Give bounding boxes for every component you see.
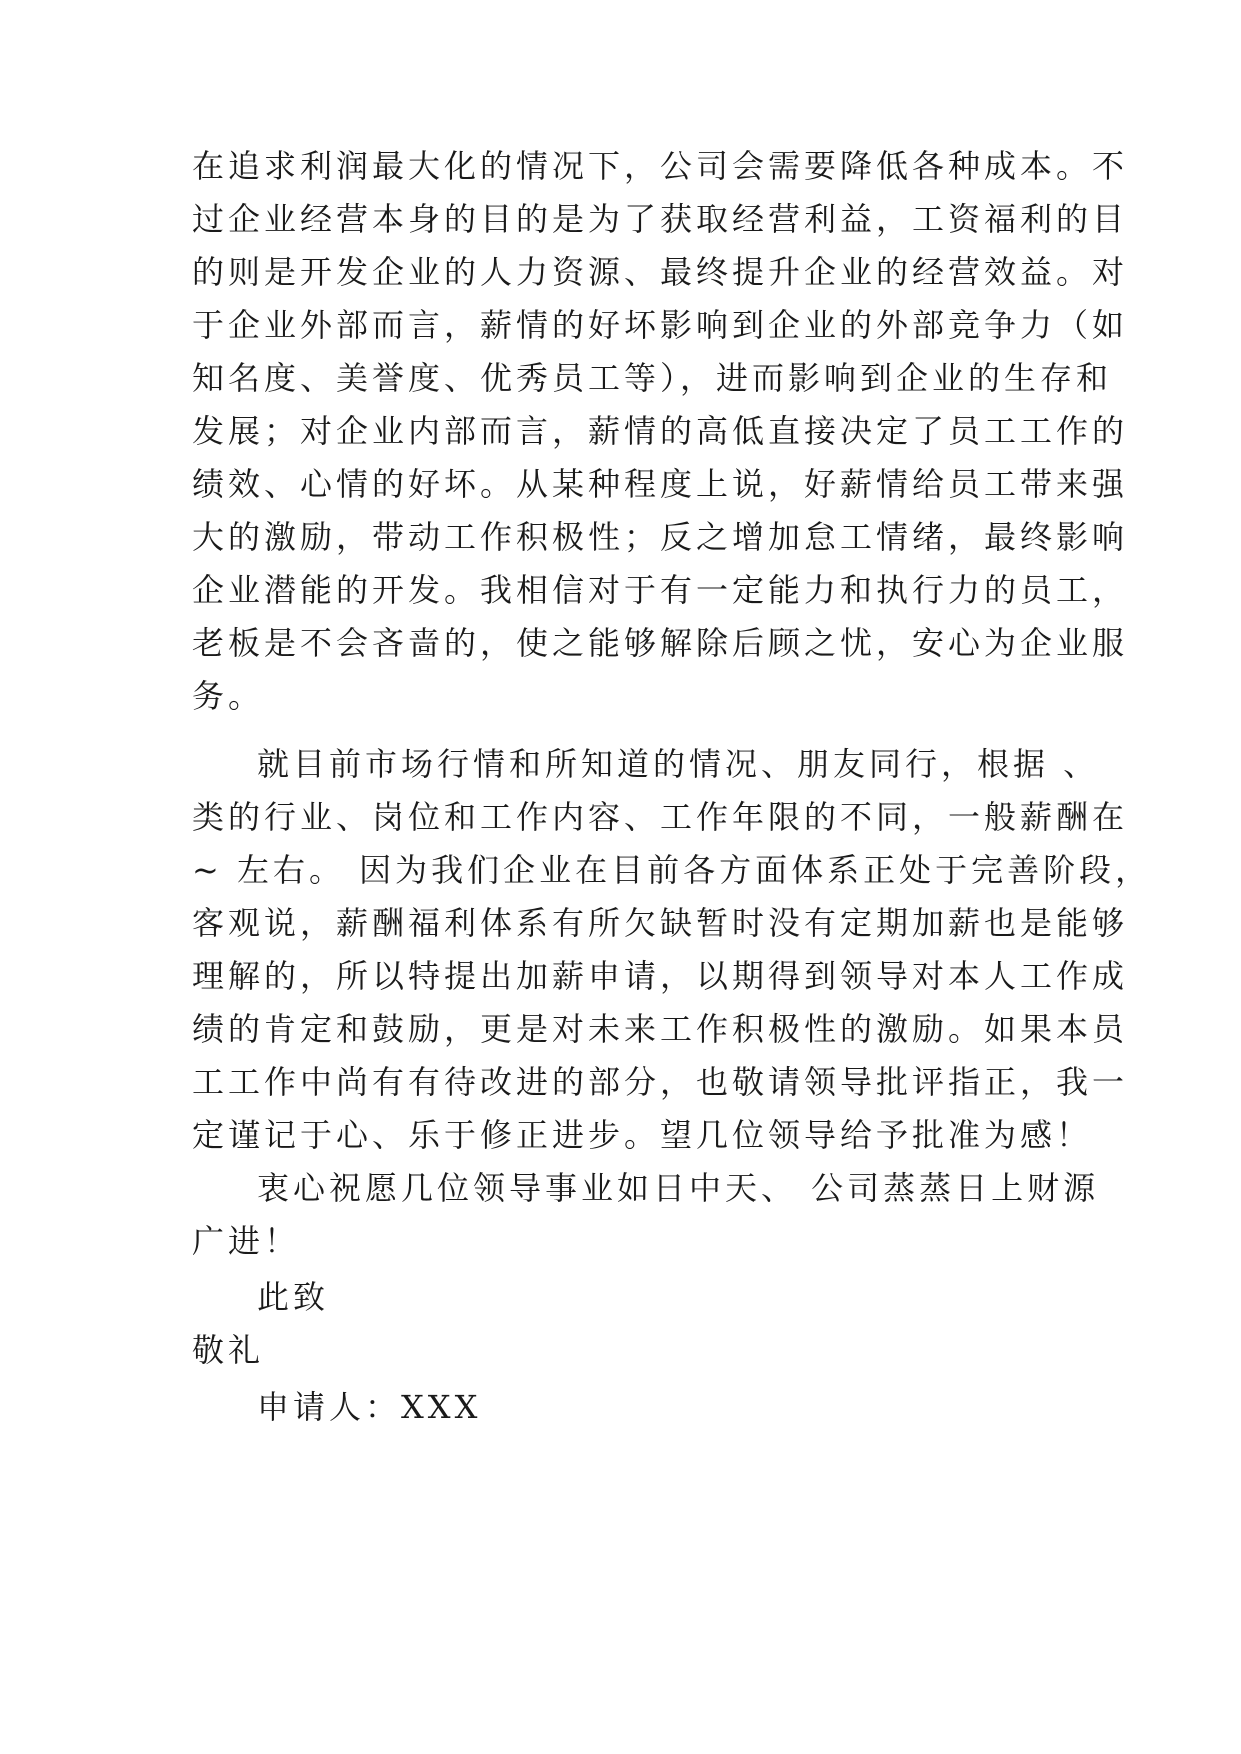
paragraph-line: 绩效、心情的好坏。从某种程度上说，好薪情给员工带来强 [192,465,1129,503]
paragraph-line: 客观说，薪酬福利体系有所欠缺暂时没有定期加薪也是能够 [192,904,1129,942]
paragraph-line: 工工作中尚有有待改进的部分，也敬请领导批评指正，我一 [192,1063,1129,1101]
applicant-signature: 申请人：XXX [257,1388,482,1426]
paragraph-line: 定谨记于心、乐于修正进步。望几位领导给予批准为感！ [192,1116,1093,1154]
paragraph-line: 过企业经营本身的目的是为了获取经营利益，工资福利的目 [192,200,1129,238]
salutation-line: 敬礼 [192,1331,265,1369]
closing-line: 此致 [257,1278,330,1316]
paragraph-line: 知名度、美誉度、优秀员工等），进而影响到企业的生存和 [192,359,1113,397]
paragraph-line: 就目前市场行情和所知道的情况、朋友同行，根据 、 [257,745,1100,783]
paragraph-line: 老板是不会吝啬的，使之能够解除后顾之忧，安心为企业服 [192,624,1129,662]
paragraph-line: 于企业外部而言，薪情的好坏影响到企业的外部竞争力（如 [192,306,1129,344]
paragraph-line: 发展；对企业内部而言，薪情的高低直接决定了员工工作的 [192,412,1129,450]
paragraph-line: 类的行业、岗位和工作内容、工作年限的不同，一般薪酬在 [192,798,1129,836]
paragraph-line: 绩的肯定和鼓励，更是对未来工作积极性的激励。如果本员 [192,1010,1129,1048]
paragraph-line: 广进！ [192,1222,301,1260]
paragraph-line: 理解的，所以特提出加薪申请，以期得到领导对本人工作成 [192,957,1129,995]
paragraph-line: 在追求利润最大化的情况下，公司会需要降低各种成本。不 [192,147,1129,185]
paragraph-line: 的则是开发企业的人力资源、最终提升企业的经营效益。对 [192,253,1129,291]
paragraph-line: 企业潜能的开发。我相信对于有一定能力和执行力的员工， [192,571,1129,609]
paragraph-line: ~ 左右。 因为我们企业在目前各方面体系正处于完善阶段， [192,851,1152,889]
paragraph-line: 大的激励，带动工作积极性；反之增加怠工情绪，最终影响 [192,518,1129,556]
paragraph-line: 衷心祝愿几位领导事业如日中天、 公司蒸蒸日上财源 [257,1169,1100,1207]
paragraph-line: 务。 [192,677,265,715]
